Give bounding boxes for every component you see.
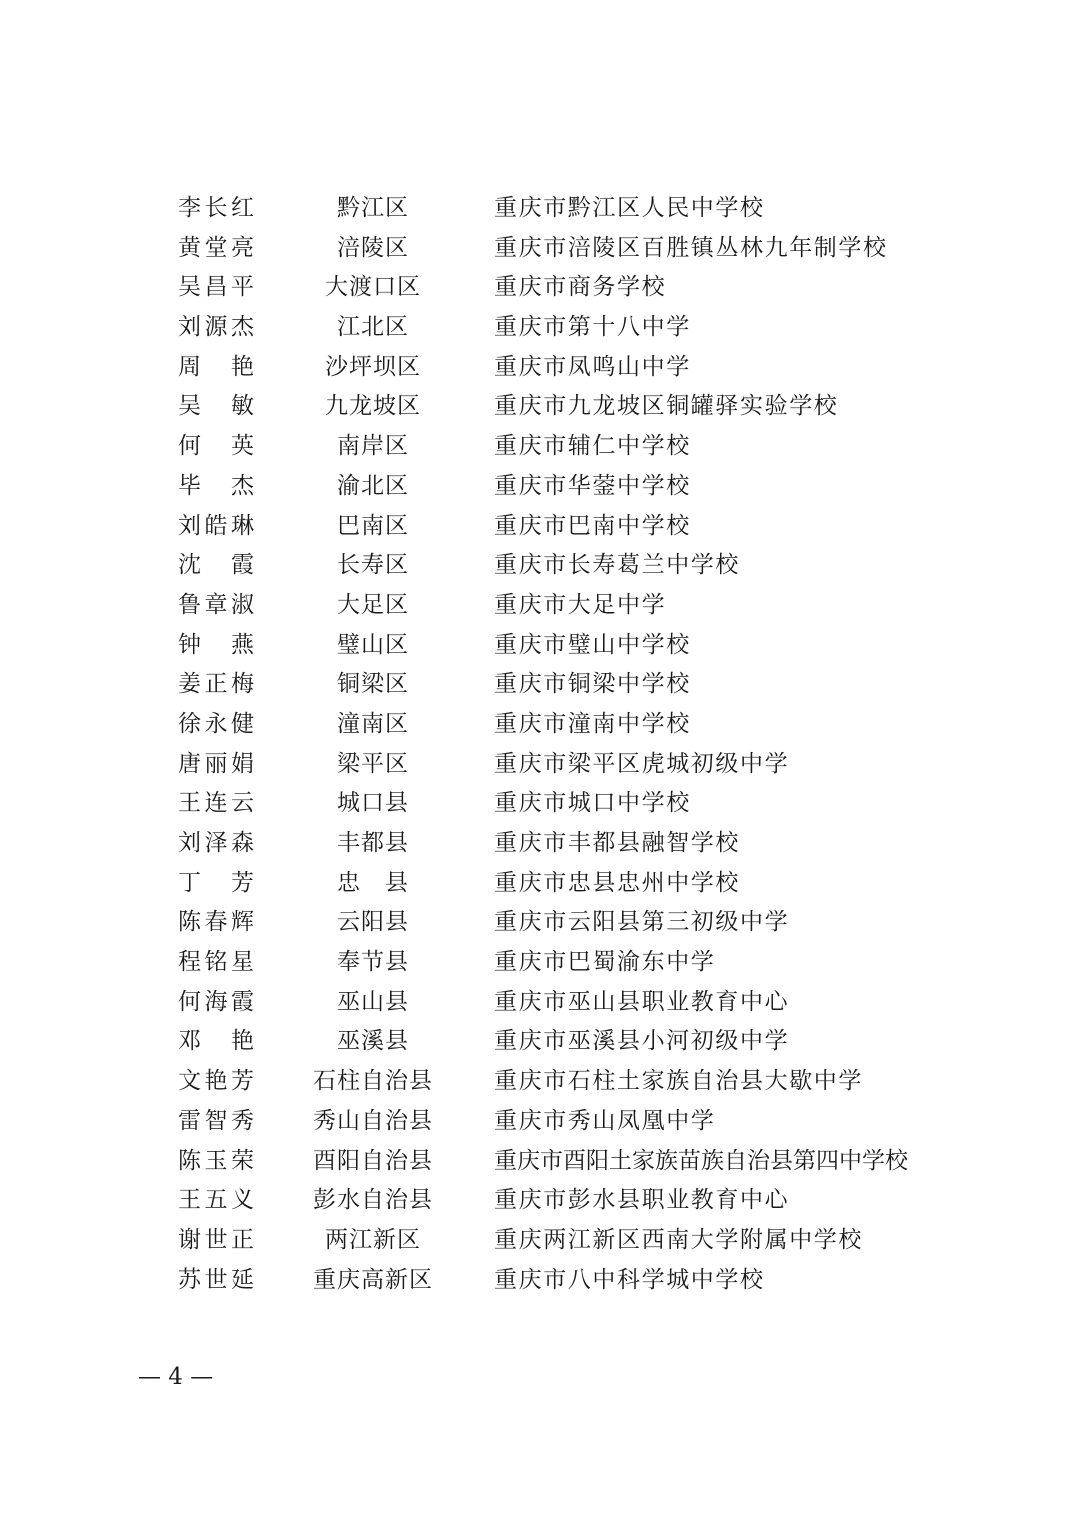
district-name: 大渡口区: [325, 274, 421, 301]
district-name: 大足区: [337, 591, 409, 618]
district-name: 石柱自治县: [313, 1068, 433, 1095]
district-name: 梁平区: [337, 750, 409, 777]
roster-row: [0, 943, 1074, 983]
school-name: 重庆市丰都县融智学校: [494, 830, 740, 856]
person-name: 钟燕: [178, 631, 254, 658]
roster-row: [0, 983, 1074, 1023]
person-name: 陈玉荣: [178, 1147, 254, 1174]
person-name: 沈霞: [178, 552, 254, 579]
person-name: 徐永健: [178, 710, 254, 737]
roster-row: [0, 348, 1074, 388]
school-name: 重庆市八中科学城中学校: [494, 1266, 765, 1293]
roster-row: [0, 1221, 1074, 1261]
district-name: 城口县: [337, 790, 409, 817]
roster-row: [0, 705, 1074, 745]
district-name: 巫溪县: [337, 1028, 409, 1055]
roster-row: [0, 189, 1074, 229]
district-name: 忠 县: [337, 869, 409, 896]
district-name: 重庆高新区: [313, 1266, 433, 1293]
school-name: 重庆市梁平区虎城初级中学: [494, 750, 790, 777]
person-name: 邓艳: [178, 1028, 254, 1055]
roster-row: [0, 427, 1074, 467]
person-name: 刘泽森: [178, 830, 254, 856]
person-name: 丁芳: [178, 869, 254, 896]
school-name: 重庆市巴蜀渝东中学: [494, 949, 716, 976]
district-name: 黔江区: [337, 195, 409, 221]
district-name: 江北区: [337, 314, 409, 341]
district-name: 奉节县: [337, 949, 409, 976]
school-name: 重庆市铜梁中学校: [494, 671, 691, 698]
school-name: 重庆市凤鸣山中学: [494, 353, 691, 380]
school-name: 重庆市辅仁中学校: [494, 433, 691, 460]
person-name: 陈春辉: [178, 909, 254, 936]
district-name: 南岸区: [337, 433, 409, 460]
district-name: 彭水自治县: [313, 1187, 433, 1214]
school-name: 重庆市巫山县职业教育中心: [494, 988, 790, 1015]
person-name: 王五义: [178, 1187, 254, 1214]
district-name: 璧山区: [337, 631, 409, 658]
school-name: 重庆两江新区西南大学附属中学校: [494, 1226, 863, 1253]
school-name: 重庆市长寿葛兰中学校: [494, 552, 740, 579]
roster-row: [0, 665, 1074, 705]
school-name: 重庆市黔江区人民中学校: [494, 195, 765, 221]
roster-row: [0, 586, 1074, 626]
school-name: 重庆市秀山凤凰中学: [494, 1107, 716, 1134]
roster-row: [0, 467, 1074, 507]
person-name: 文艳芳: [178, 1068, 254, 1095]
roster-row: [0, 1142, 1074, 1182]
roster-row: [0, 268, 1074, 308]
person-name: 刘皓琳: [178, 512, 254, 539]
school-name: 重庆市潼南中学校: [494, 710, 691, 737]
school-name: 重庆市大足中学: [494, 591, 667, 618]
person-name: 吴敏: [178, 393, 254, 420]
school-name: 重庆市彭水县职业教育中心: [494, 1187, 790, 1214]
district-name: 九龙坡区: [325, 393, 421, 420]
roster-row: [0, 1181, 1074, 1221]
school-name: 重庆市巫溪县小河初级中学: [494, 1028, 790, 1055]
person-name: 吴昌平: [178, 274, 254, 301]
roster-row: [0, 1022, 1074, 1062]
person-name: 何海霞: [178, 988, 254, 1015]
district-name: 长寿区: [337, 552, 409, 579]
person-name: 刘源杰: [178, 314, 254, 341]
school-name: 重庆市璧山中学校: [494, 631, 691, 658]
district-name: 两江新区: [325, 1226, 421, 1253]
school-name: 重庆市华蓥中学校: [494, 472, 691, 499]
person-name: 李长红: [178, 195, 254, 221]
person-name: 程铭星: [178, 949, 254, 976]
person-name: 唐丽娟: [178, 750, 254, 777]
person-name: 姜正梅: [178, 671, 254, 698]
roster-row: [0, 864, 1074, 904]
roster-row: [0, 745, 1074, 785]
district-name: 酉阳自治县: [313, 1147, 433, 1174]
roster-row: [0, 784, 1074, 824]
district-name: 巫山县: [337, 988, 409, 1015]
roster-row: [0, 626, 1074, 666]
school-name: 重庆市酉阳土家族苗族自治县第四中学校: [494, 1147, 908, 1174]
district-name: 潼南区: [337, 710, 409, 737]
school-name: 重庆市九龙坡区铜罐驿实验学校: [494, 393, 839, 420]
roster-row: [0, 229, 1074, 269]
school-name: 重庆市云阳县第三初级中学: [494, 909, 790, 936]
roster-row: [0, 507, 1074, 547]
district-name: 巴南区: [337, 512, 409, 539]
school-name: 重庆市巴南中学校: [494, 512, 691, 539]
roster-row: [0, 1261, 1074, 1301]
page-number: — 4 —: [138, 1364, 214, 1390]
district-name: 渝北区: [337, 472, 409, 499]
person-name: 雷智秀: [178, 1107, 254, 1134]
school-name: 重庆市城口中学校: [494, 790, 691, 817]
person-name: 毕杰: [178, 472, 254, 499]
district-name: 涪陵区: [337, 234, 409, 261]
school-name: 重庆市石柱土家族自治县大歇中学: [494, 1068, 863, 1095]
roster-row: [0, 1062, 1074, 1102]
district-name: 丰都县: [337, 830, 409, 856]
roster-list: [0, 189, 1074, 1300]
roster-row: [0, 546, 1074, 586]
roster-row: [0, 903, 1074, 943]
person-name: 黄堂亮: [178, 234, 254, 261]
roster-row: [0, 387, 1074, 427]
roster-row: [0, 1102, 1074, 1142]
person-name: 王连云: [178, 790, 254, 817]
school-name: 重庆市第十八中学: [494, 314, 691, 341]
person-name: 周艳: [178, 353, 254, 380]
school-name: 重庆市商务学校: [494, 274, 667, 301]
district-name: 云阳县: [337, 909, 409, 936]
roster-row: [0, 824, 1074, 864]
district-name: 铜梁区: [337, 671, 409, 698]
school-name: 重庆市涪陵区百胜镇丛林九年制学校: [494, 234, 888, 261]
person-name: 苏世延: [178, 1266, 254, 1293]
person-name: 鲁章淑: [178, 591, 254, 618]
roster-row: [0, 308, 1074, 348]
district-name: 沙坪坝区: [325, 353, 421, 380]
person-name: 谢世正: [178, 1226, 254, 1253]
school-name: 重庆市忠县忠州中学校: [494, 869, 740, 896]
district-name: 秀山自治县: [313, 1107, 433, 1134]
person-name: 何英: [178, 433, 254, 460]
